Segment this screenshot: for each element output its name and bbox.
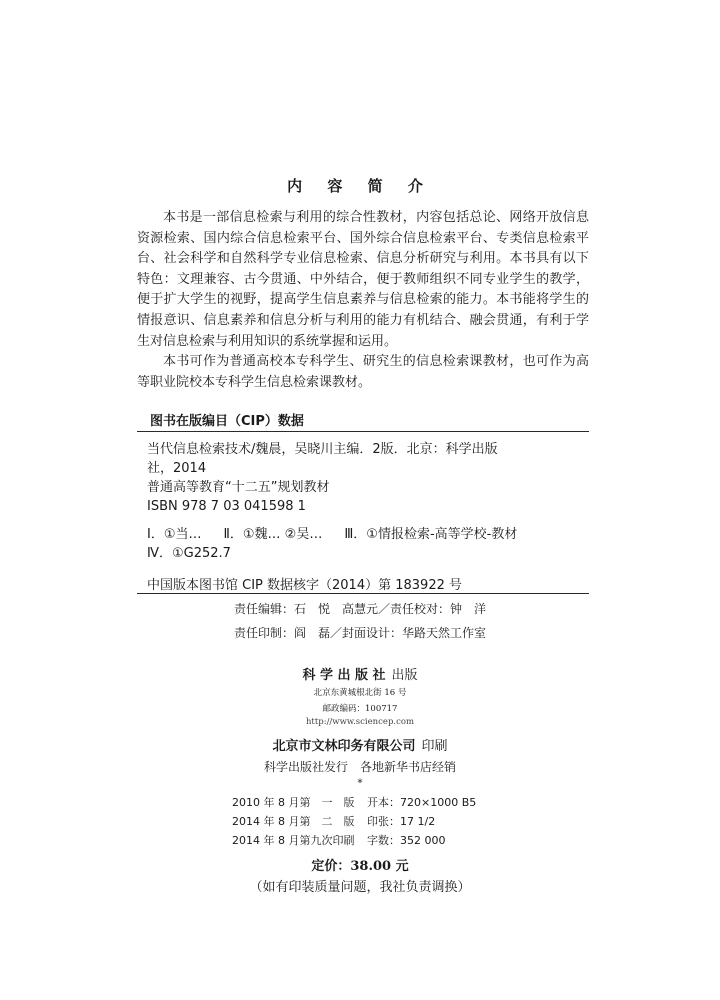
publisher-line xyxy=(0,664,720,683)
cip-subjects xyxy=(147,525,585,563)
edition-row xyxy=(232,793,532,812)
edition-info: 开本：720×1000 B5 xyxy=(367,796,477,809)
printing-credits: 责任印制：阎 磊／封面设计：华路天然工作室 xyxy=(233,626,486,640)
edition-date: 2014 年 8 月第 二 版 xyxy=(232,815,355,828)
publisher-address: 北京东黄城根北街 16 号 xyxy=(313,688,407,698)
cip-subject-3: Ⅲ．①情报检索-高等学校-教材 xyxy=(344,527,518,542)
abstract-paragraph-2: 本书可作为普通高校本专科学生、研究生的信息检索课教材，也可作为高等职业院校本专科学生信息检索课教材。 xyxy=(137,354,589,390)
abstract-paragraph-1: 本书是一部信息检索与利用的综合性教材，内容包括总论、网络开放信息资源检索、国内综合信息检索平台、国外综合信息检索平台、专类信息检索平台、社会科学和自然科学专业信息检索、信息分析研究与利用。本书具有以下特色：文理兼容、古今贯通、中外结合，便于教师组织不同专业学生的教学，便于扩大学生的视野，提高学生信息素养与信息检索的能力。本书能将学生的情报意识、信息素养和信息分析与利用的能力有机结合、融会贯通，有利于学生对信息检索与利用知识的系统掌握和运用。 xyxy=(137,210,589,349)
printer-name: 北京市文林印务有限公司 xyxy=(272,739,416,754)
separator-star: * xyxy=(357,778,363,789)
cip-entry-line-1: 当代信息检索技术/魏晨，吴晓川主编．2版．北京：科学出版 xyxy=(147,442,498,457)
cip-subject-2: Ⅱ．①魏… ②吴… xyxy=(223,527,323,542)
page-title: 内 容 简 介 xyxy=(287,177,433,195)
abstract xyxy=(137,208,589,393)
cip-top-rule xyxy=(137,431,589,432)
publisher-suffix: 出版 xyxy=(391,668,418,683)
publisher-website: http://www.sciencep.com xyxy=(305,717,415,727)
edition-date: 2014 年 8 月第九次印刷 xyxy=(232,834,355,847)
edition-info: 字数：352 000 xyxy=(367,834,446,847)
distribution-line xyxy=(0,758,720,775)
printer-line xyxy=(0,735,720,754)
cip-entry-line-2: 社，2014 xyxy=(147,461,207,476)
cip-series: 普通高等教育“十二五”规划教材 xyxy=(147,480,330,495)
quality-notice: （如有印装质量问题，我社负责调换） xyxy=(249,880,471,895)
cip-isbn: ISBN 978 7 03 041598 1 xyxy=(147,499,306,514)
printer-suffix: 印刷 xyxy=(421,739,448,754)
price: 定价：38.00 元 xyxy=(311,859,409,874)
edition-row xyxy=(232,831,532,850)
sellers: 各地新华书店经销 xyxy=(360,760,457,774)
edition-row xyxy=(232,812,532,831)
publisher-name: 科 学 出 版 社 xyxy=(302,668,386,683)
cip-heading: 图书在版编目（CIP）数据 xyxy=(150,414,304,429)
edition-date: 2010 年 8 月第 一 版 xyxy=(232,796,355,809)
editor-credits: 责任编辑：石 悦 高慧元／责任校对：钟 洋 xyxy=(233,602,486,616)
edition-table xyxy=(232,793,532,850)
cip-number: 中国版本图书馆 CIP 数据核字（2014）第 183922 号 xyxy=(147,578,462,593)
cip-entry xyxy=(147,440,585,516)
cip-bottom-rule xyxy=(137,593,589,594)
distributor: 科学出版社发行 xyxy=(263,760,348,774)
publisher-postcode: 邮政编码：100717 xyxy=(322,704,398,714)
cip-subject-1: Ⅰ．①当… xyxy=(147,527,202,542)
edition-info: 印张：17 1/2 xyxy=(367,815,436,828)
cip-classification: Ⅳ．①G252.7 xyxy=(147,546,231,561)
